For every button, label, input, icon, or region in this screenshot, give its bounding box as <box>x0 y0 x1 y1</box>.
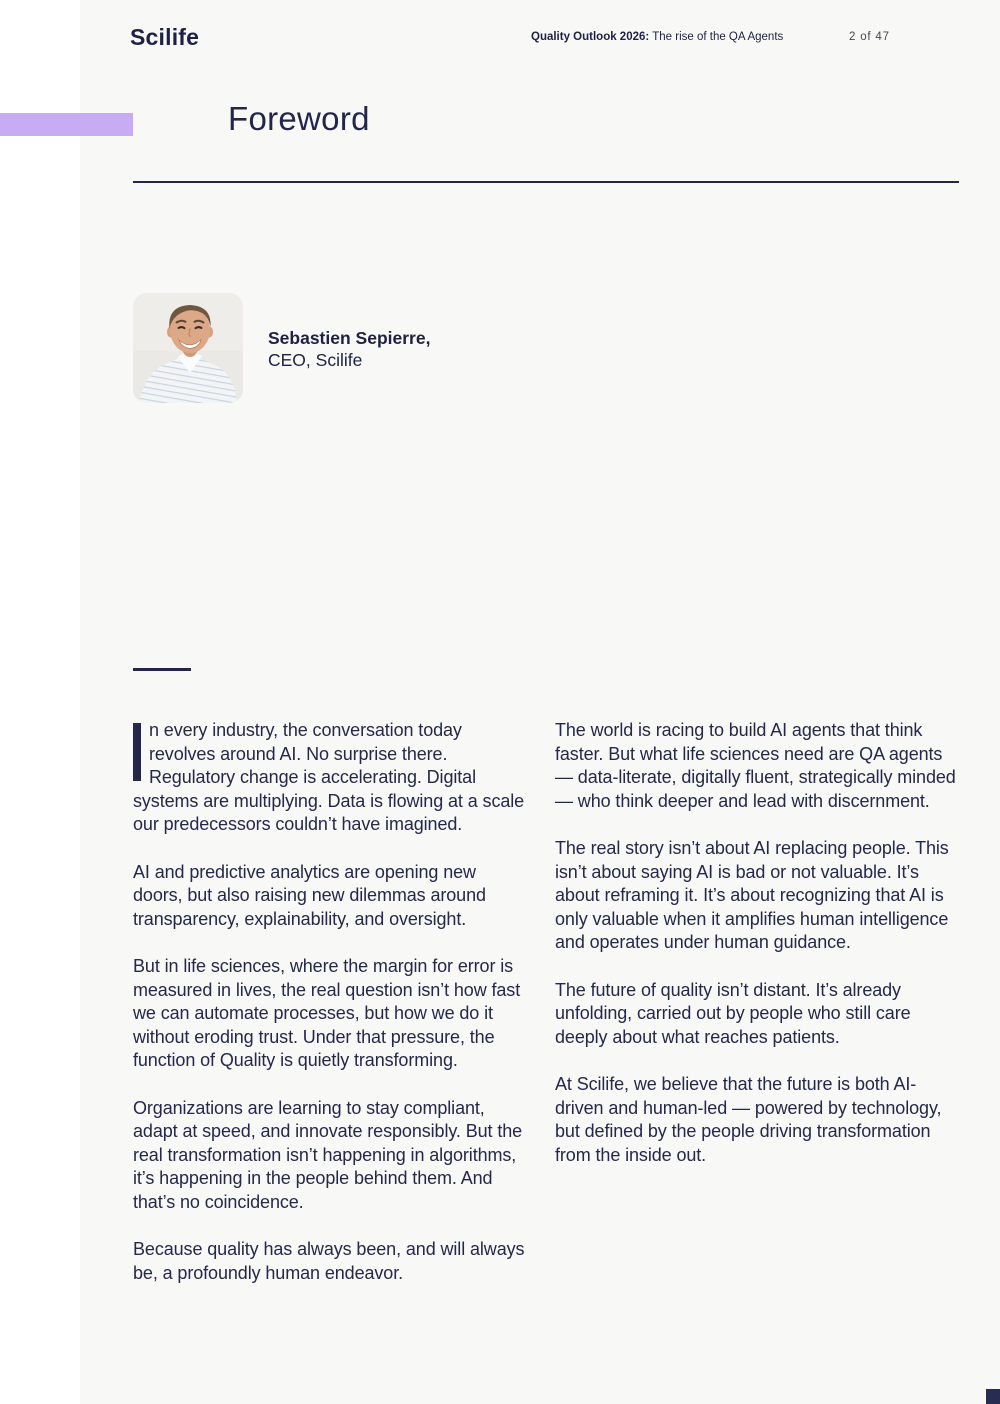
paragraph: The world is racing to build AI agents that think faster. But what life sciences need are QA agents — data-literate, digitally fluent, strategically minded — who think deeper and lead with discernment. <box>555 720 956 811</box>
page-title: Foreword <box>228 100 370 137</box>
author-caption <box>268 293 430 403</box>
author-name: Sebastien Sepierre, <box>268 328 431 348</box>
paragraph: The future of quality isn’t distant. It’s already unfolding, carried out by people who still care deeply about what reaches patients. <box>555 979 911 1047</box>
paragraph <box>133 719 525 837</box>
paragraph: Because quality has always been, and will always be, a profoundly human endeavor. <box>133 1239 525 1283</box>
portrait-photo-illustration <box>133 293 243 403</box>
doc-title-bold: Quality Outlook 2026: <box>531 31 650 43</box>
running-header-title <box>531 31 783 43</box>
purple-accent-bar <box>0 113 133 136</box>
paragraph: The real story isn’t about AI replacing people. This isn’t about saying AI is bad or not valuable. It’s about reframing it. It’s about recognizing that AI is only valuable when it amplifies human intelligence and operates under human guidance. <box>555 838 949 952</box>
paragraph: At Scilife, we believe that the future is both AI-driven and human-led — powered by technology, but defined by the people driving transformation from the inside out. <box>555 1074 942 1165</box>
author-block <box>133 293 430 403</box>
drop-cap-letter <box>133 723 141 781</box>
paragraph-text: n every industry, the conversation today revolves around AI. No surprise there. Regulatory change is accelerating. Digital systems are multiplying. Data is flowing at a scale our predecessors couldn’t have imagined. <box>133 720 525 834</box>
author-photo <box>133 293 243 403</box>
page-left-margin <box>0 0 80 1404</box>
paragraph: Organizations are learning to stay compliant, adapt at speed, and innovate responsibly. But the real transformation isn’t happening in algorithms, it’s happening in the people behind them. And that’s no coincidence. <box>133 1097 523 1212</box>
paragraph: But in life sciences, where the margin for error is measured in lives, the real question isn’t how fast we can automate processes, but how we do it without eroding trust. Under that pressure, the function of Quality is quietly transforming. <box>133 956 521 1070</box>
scilife-logo: Scilife <box>130 24 200 50</box>
body-columns <box>133 719 960 1309</box>
page-number: 2 of 47 <box>849 31 890 43</box>
body-column-left <box>133 719 525 1309</box>
paragraph: AI and predictive analytics are opening new doors, but also raising new dilemmas around transparency, explainability, and oversight. <box>133 861 486 929</box>
corner-page-marker <box>986 1389 1000 1404</box>
body-column-right <box>555 719 960 1309</box>
author-role: CEO, Scilife <box>268 349 363 370</box>
doc-title-rest: The rise of the QA Agents <box>649 31 784 43</box>
section-dash-rule <box>133 668 191 671</box>
title-divider-rule <box>133 181 959 183</box>
